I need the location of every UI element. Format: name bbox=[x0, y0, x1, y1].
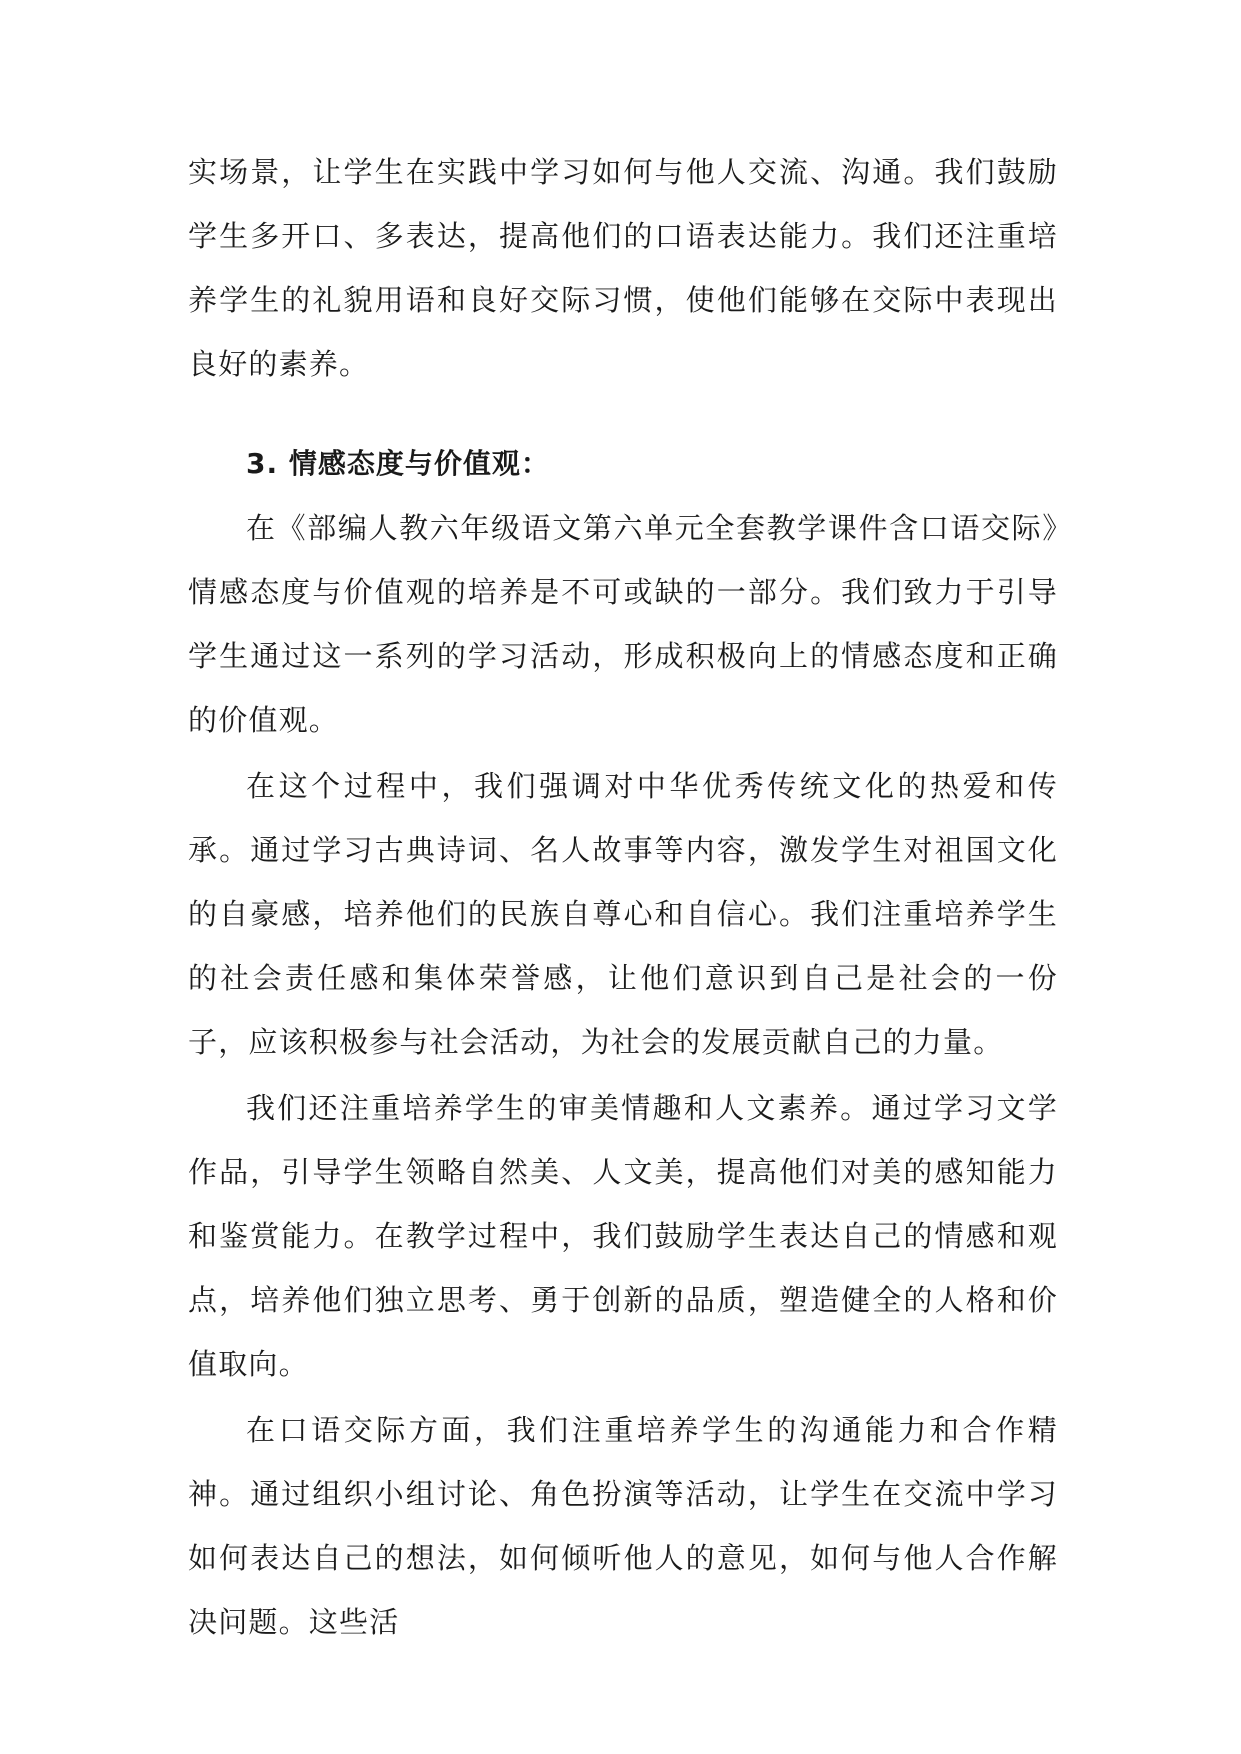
body-paragraph-1: 在《部编人教六年级语文第六单元全套教学课件含口语交际》情感态度与价值观的培养是不可或缺的一部分。我们致力于引导学生通过这一系列的学习活动，形成积极向上的情感态度和正确的价值观。 bbox=[188, 511, 1058, 737]
intro-paragraph: 实场景，让学生在实践中学习如何与他人交流、沟通。我们鼓励学生多开口、多表达，提高他们的口语表达能力。我们还注重培养学生的礼貌用语和良好交际习惯，使他们能够在交际中表现出良好的素养。 bbox=[188, 155, 1058, 381]
body-paragraph-4: 在口语交际方面，我们注重培养学生的沟通能力和合作精神。通过组织小组讨论、角色扮演等活动，让学生在交流中学习如何表达自己的想法，如何倾听他人的意见，如何与他人合作解决问题。这些活 bbox=[188, 1413, 1058, 1639]
document-page bbox=[188, 140, 1058, 1654]
body-paragraph-3: 我们还注重培养学生的审美情趣和人文素养。通过学习文学作品，引导学生领略自然美、人文美，提高他们对美的感知能力和鉴赏能力。在教学过程中，我们鼓励学生表达自己的情感和观点，培养他们独立思考、勇于创新的品质，塑造健全的人格和价值取向。 bbox=[188, 1091, 1058, 1381]
spacer bbox=[188, 396, 1058, 432]
body-paragraph-2: 在这个过程中，我们强调对中华优秀传统文化的热爱和传承。通过学习古典诗词、名人故事等内容，激发学生对祖国文化的自豪感，培养他们的民族自尊心和自信心。我们注重培养学生的社会责任感和集体荣誉感，让他们意识到自己是社会的一份子，应该积极参与社会活动，为社会的发展贡献自己的力量。 bbox=[188, 769, 1058, 1059]
section-heading: 3. 情感态度与价值观： bbox=[246, 447, 550, 480]
